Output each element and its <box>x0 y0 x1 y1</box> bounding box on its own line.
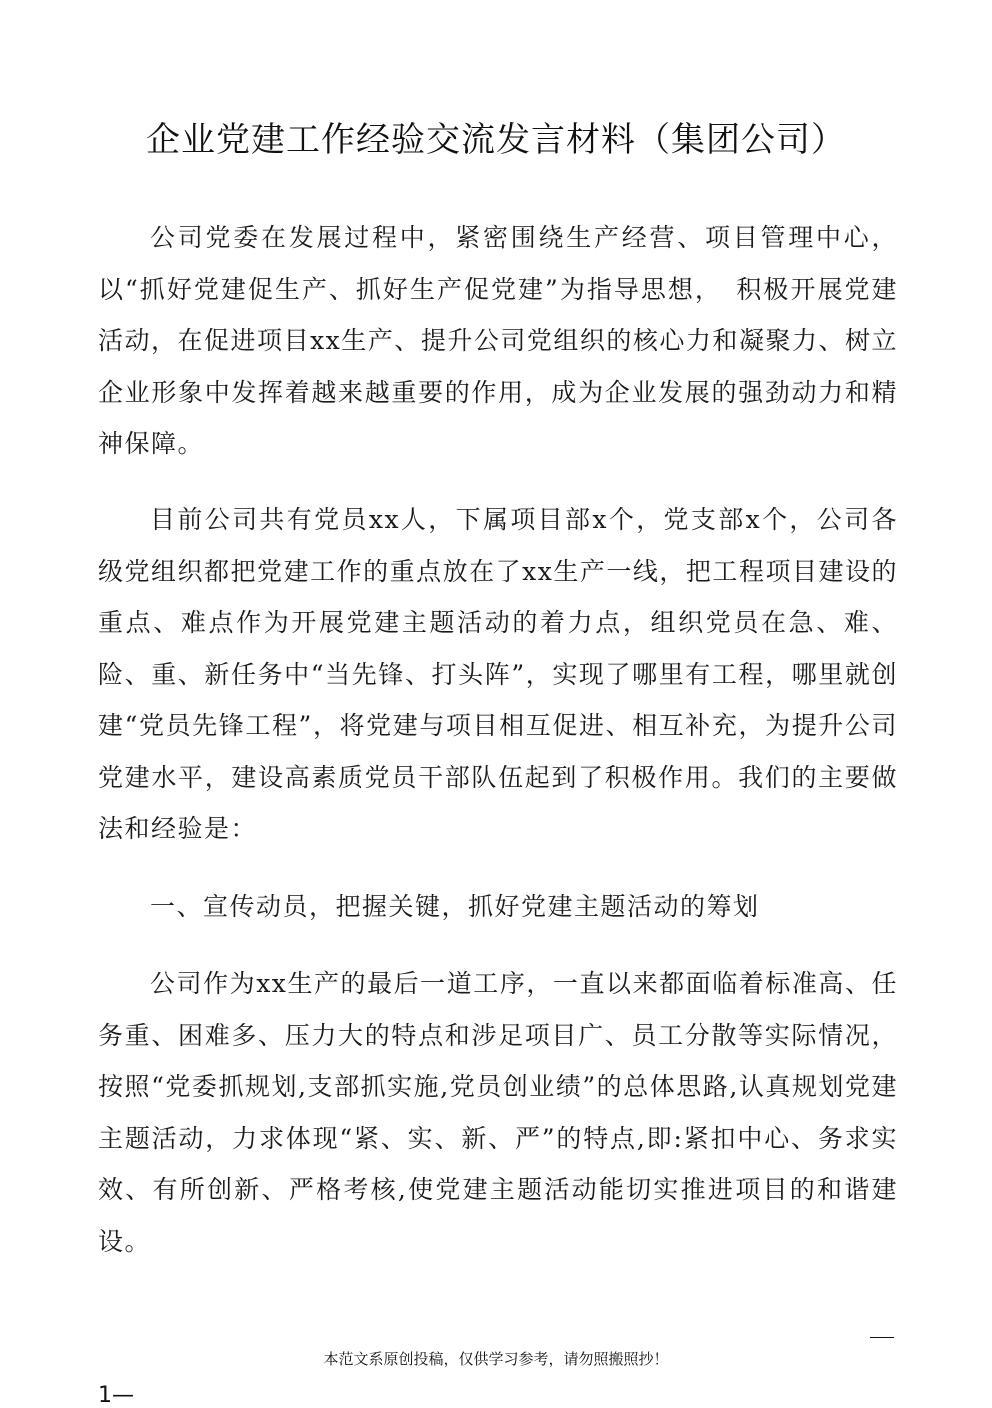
footer-rule <box>870 1337 894 1338</box>
section-heading-1: 一、宣传动员，把握关键，抓好党建主题活动的筹划 <box>150 892 760 921</box>
footer-note: 本范文系原创投稿，仅供学习参考，请勿照搬照抄！ <box>323 1350 669 1368</box>
document-title: 企业党建工作经验交流发言材料（集团公司） <box>146 120 846 160</box>
paragraph-overview: 目前公司共有党员xx人，下属项目部x个，党支部x个，公司各级党组织都把党建工作的重点放在了xx生产一线，把工程项目建设的重点、难点作为开展党建主题活动的着力点，组织党员在急、难、险、重、新任务中“当先锋、打头阵”，实现了哪里有工程，哪里就创建“党员先锋工程”，将党建与项目相互促进、相互补充，为提升公司党建水平，建设高素质党员干部队伍起到了积极作用。我们的主要做法和经验是： <box>98 505 898 843</box>
paragraph-intro: 公司党委在发展过程中，紧密围绕生产经营、项目管理中心，以“抓好党建促生产、抓好生产促党建”为指导思想， 积极开展党建活动，在促进项目xx生产、提升公司党组织的核心力和凝聚力、树立企业形象中发挥着越来越重要的作用，成为企业发展的强劲动力和精神保障。 <box>98 223 898 458</box>
paragraph-section-1: 公司作为xx生产的最后一道工序，一直以来都面临着标准高、任务重、困难多、压力大的特点和涉足项目广、员工分散等实际情况，按照“党委抓规划,支部抓实施,党员创业绩”的总体思路,认真规划党建主题活动，力求体现“紧、实、新、严”的特点,即:紧扣中心、务求实效、有所创新、严格考核,使党建主题活动能切实推进项目的和谐建设。 <box>98 969 898 1256</box>
page-number: 1— <box>98 1383 134 1408</box>
